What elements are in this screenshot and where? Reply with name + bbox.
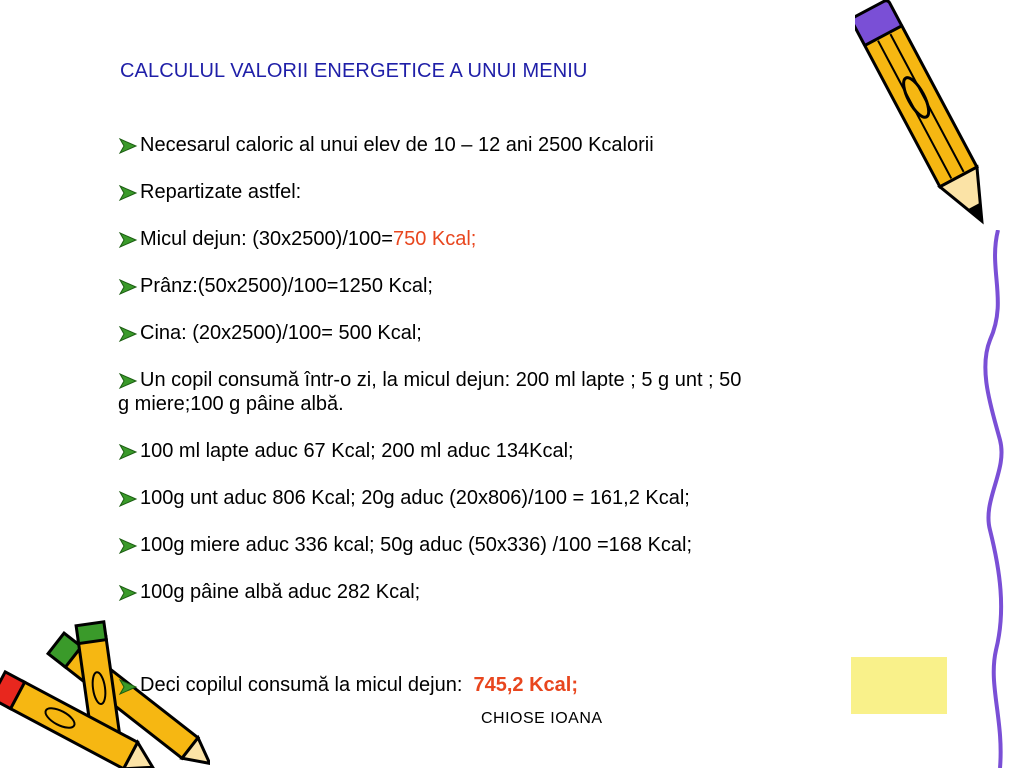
arrow-bullet-icon [118,326,138,342]
arrow-bullet-icon [118,538,138,554]
arrow-bullet-icon [118,491,138,507]
arrow-bullet-icon [118,138,138,154]
arrow-bullet-icon [118,585,138,601]
bullet-item: 100g pâine albă aduc 282 Kcal; [118,580,918,604]
arrow-bullet-icon [118,373,138,389]
bullet-item: Cina: (20x2500)/100= 500 Kcal; [118,321,918,345]
bullet-item: Un copil consumă într-o zi, la micul dejun: 200 ml lapte ; 5 g unt ; 50 g miere;100 g pâine albă. [118,369,742,415]
arrow-bullet-icon [118,185,138,201]
bullet-item: Prânz:(50x2500)/100=1250 Kcal; [118,274,918,298]
conclusion-bullet: Deci copilul consumă la micul dejun: 745,2 Kcal; [118,674,578,697]
bullet-item: 100g unt aduc 806 Kcal; 20g aduc (20x806)/100 = 161,2 Kcal; [118,486,918,510]
yellow-box [851,657,947,714]
bullet-item: Necesarul caloric al unui elev de 10 – 12 ani 2500 Kcalorii [118,133,918,157]
arrow-bullet-icon [118,444,138,460]
bullet-list [118,133,918,627]
author-name: CHIOSE IOANA [481,710,603,727]
bullet-item: Repartizate astfel: [118,180,918,204]
bullet-item: 100g miere aduc 336 kcal; 50g aduc (50x336) /100 =168 Kcal; [118,533,918,557]
breakfast-kcal-value: 750 Kcal; [392,228,477,250]
arrow-bullet-icon [118,232,138,248]
arrow-bullet-icon [118,679,138,695]
arrow-bullet-icon [118,279,138,295]
bullet-item: 100 ml lapte aduc 67 Kcal; 200 ml aduc 134Kcal; [118,439,918,463]
slide-title: CALCULUL VALORII ENERGETICE A UNUI MENIU [120,60,588,82]
total-kcal-value: 745,2 Kcal; [473,674,579,696]
bullet-item: Micul dejun: (30x2500)/100=750 Kcal; [118,227,918,251]
